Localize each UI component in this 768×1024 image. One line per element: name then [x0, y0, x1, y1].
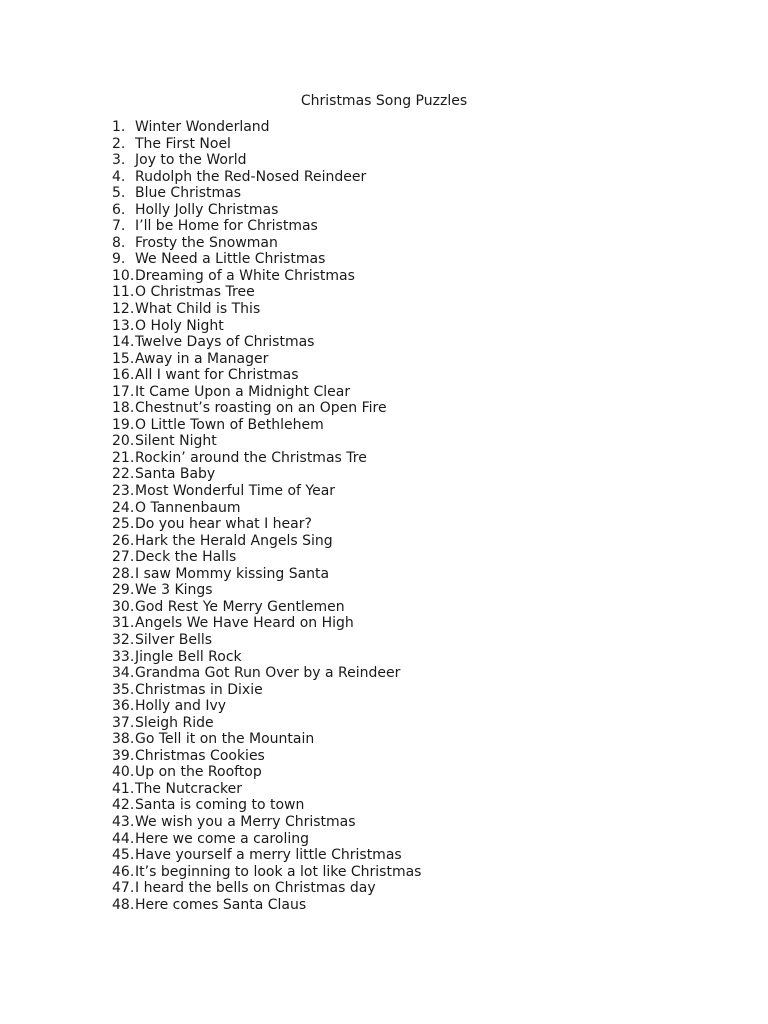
- song-number: 44.: [112, 830, 135, 847]
- list-item: [112, 268, 421, 285]
- list-item: [112, 500, 421, 517]
- song-number: 1.: [112, 119, 126, 135]
- song-title: God Rest Ye Merry Gentlemen: [135, 598, 345, 615]
- song-number: 41.: [112, 780, 135, 797]
- list-item: [112, 549, 421, 566]
- song-title: Silent Night: [135, 433, 217, 450]
- song-title: Here comes Santa Claus: [135, 896, 307, 913]
- song-number: 48.: [112, 896, 135, 913]
- song-number: 5.: [112, 185, 126, 202]
- song-title: Santa is coming to town: [135, 797, 305, 814]
- song-title: Have yourself a merry little Christmas: [135, 847, 402, 864]
- song-number: 7.: [112, 218, 126, 235]
- song-number: 10.: [112, 267, 135, 284]
- list-item: [112, 533, 421, 550]
- song-title: The First Noel: [135, 135, 231, 152]
- song-number: 34.: [112, 665, 135, 682]
- song-title: It Came Upon a Midnight Clear: [135, 383, 351, 400]
- song-number: 47.: [112, 880, 135, 897]
- list-item: [112, 797, 421, 814]
- song-number: 37.: [112, 714, 135, 731]
- list-item: [112, 649, 421, 666]
- song-number: 45.: [112, 847, 135, 864]
- list-item: [112, 897, 421, 914]
- list-item: [112, 351, 421, 368]
- song-number: 36.: [112, 698, 135, 715]
- song-number: 30.: [112, 598, 135, 615]
- song-title: Do you hear what I hear?: [135, 516, 312, 533]
- song-number: 19.: [112, 416, 135, 433]
- song-title: I heard the bells on Christmas day: [135, 880, 376, 897]
- song-title: O Holy Night: [135, 317, 224, 334]
- song-number: 18.: [112, 400, 135, 417]
- list-item: [112, 781, 421, 798]
- song-title: Blue Christmas: [135, 185, 242, 202]
- song-number: 21.: [112, 449, 135, 466]
- song-number: 40.: [112, 764, 135, 781]
- list-item: [112, 698, 421, 715]
- song-title: Hark the Herald Angels Sing: [135, 532, 333, 549]
- list-item: [112, 318, 421, 335]
- song-title: Winter Wonderland: [135, 119, 270, 135]
- list-item: [112, 847, 421, 864]
- song-title: Sleigh Ride: [135, 714, 214, 731]
- list-item: [112, 400, 421, 417]
- song-title: We Need a Little Christmas: [135, 251, 326, 268]
- song-number: 25.: [112, 516, 135, 533]
- list-item: [112, 582, 421, 599]
- song-number: 43.: [112, 813, 135, 830]
- song-number: 14.: [112, 334, 135, 351]
- song-number: 46.: [112, 863, 135, 880]
- song-number: 15.: [112, 350, 135, 367]
- song-title: Chestnut’s roasting on an Open Fire: [135, 400, 387, 417]
- list-item: [112, 202, 421, 219]
- song-title: Jingle Bell Rock: [135, 648, 242, 665]
- list-item: [112, 152, 421, 169]
- list-item: [112, 599, 421, 616]
- song-number: 11.: [112, 284, 135, 301]
- song-number: 23.: [112, 483, 135, 500]
- song-title: It’s beginning to look a lot like Christmas: [135, 863, 422, 880]
- list-item: [112, 185, 421, 202]
- list-item: [112, 384, 421, 401]
- song-number: 39.: [112, 747, 135, 764]
- song-title: Rudolph the Red-Nosed Reindeer: [135, 168, 367, 185]
- song-title: Deck the Halls: [135, 549, 237, 566]
- list-item: [112, 632, 421, 649]
- list-item: [112, 417, 421, 434]
- list-item: [112, 483, 421, 500]
- song-number: 38.: [112, 731, 135, 748]
- list-item: [112, 566, 421, 583]
- list-item: [112, 466, 421, 483]
- list-item: [112, 731, 421, 748]
- song-number: 3.: [112, 152, 126, 169]
- song-title: Holly and Ivy: [135, 698, 227, 715]
- song-title: Most Wonderful Time of Year: [135, 483, 336, 500]
- song-number: 6.: [112, 201, 126, 218]
- list-item: [112, 433, 421, 450]
- list-item: [112, 119, 421, 136]
- list-item: [112, 615, 421, 632]
- list-item: [112, 831, 421, 848]
- song-title: Santa Baby: [135, 466, 216, 483]
- song-title: Holly Jolly Christmas: [135, 201, 279, 218]
- song-number: 33.: [112, 648, 135, 665]
- song-number: 28.: [112, 565, 135, 582]
- list-item: [112, 251, 421, 268]
- list-item: [112, 764, 421, 781]
- song-title: Rockin’ around the Christmas Tre: [135, 449, 367, 466]
- list-item: [112, 864, 421, 881]
- list-item: [112, 301, 421, 318]
- song-title: The Nutcracker: [135, 780, 243, 797]
- song-number: 42.: [112, 797, 135, 814]
- list-item: [112, 880, 421, 897]
- list-item: [112, 169, 421, 186]
- song-title: O Little Town of Bethlehem: [135, 416, 324, 433]
- list-item: [112, 218, 421, 235]
- song-list: [112, 119, 421, 913]
- song-number: 32.: [112, 631, 135, 648]
- list-item: [112, 682, 421, 699]
- song-number: 22.: [112, 466, 135, 483]
- song-title: Dreaming of a White Christmas: [135, 267, 355, 284]
- song-title: Go Tell it on the Mountain: [135, 731, 315, 748]
- song-title: I’ll be Home for Christmas: [135, 218, 318, 235]
- song-title: Away in a Manager: [135, 350, 269, 367]
- song-title: Angels We Have Heard on High: [135, 615, 354, 632]
- song-number: 4.: [112, 168, 126, 185]
- song-title: Christmas in Dixie: [135, 681, 263, 698]
- song-number: 8.: [112, 234, 126, 251]
- song-title: O Christmas Tree: [135, 284, 255, 301]
- song-title: Frosty the Snowman: [135, 234, 278, 251]
- song-number: 17.: [112, 383, 135, 400]
- song-title: Christmas Cookies: [135, 747, 265, 764]
- song-number: 9.: [112, 251, 126, 268]
- song-number: 16.: [112, 367, 135, 384]
- list-item: [112, 516, 421, 533]
- song-title: O Tannenbaum: [135, 499, 241, 516]
- song-number: 2.: [112, 135, 126, 152]
- list-item: [112, 367, 421, 384]
- list-item: [112, 136, 421, 153]
- list-item: [112, 235, 421, 252]
- list-item: [112, 715, 421, 732]
- song-number: 12.: [112, 301, 135, 318]
- list-item: [112, 748, 421, 765]
- list-item: [112, 665, 421, 682]
- song-number: 24.: [112, 499, 135, 516]
- song-title: Joy to the World: [135, 152, 247, 169]
- list-item: [112, 334, 421, 351]
- song-title: What Child is This: [135, 301, 261, 318]
- song-number: 26.: [112, 532, 135, 549]
- song-number: 27.: [112, 549, 135, 566]
- list-item: [112, 814, 421, 831]
- song-title: I saw Mommy kissing Santa: [135, 565, 330, 582]
- song-number: 31.: [112, 615, 135, 632]
- list-item: [112, 284, 421, 301]
- song-number: 13.: [112, 317, 135, 334]
- song-number: 20.: [112, 433, 135, 450]
- song-title: Grandma Got Run Over by a Reindeer: [135, 665, 401, 682]
- song-title: We wish you a Merry Christmas: [135, 813, 356, 830]
- song-title: Twelve Days of Christmas: [135, 334, 315, 351]
- list-item: [112, 450, 421, 467]
- song-title: Silver Bells: [135, 631, 213, 648]
- song-number: 29.: [112, 582, 135, 599]
- song-title: Up on the Rooftop: [135, 764, 262, 781]
- song-title: We 3 Kings: [135, 582, 213, 599]
- song-number: 35.: [112, 681, 135, 698]
- document-title: Christmas Song Puzzles: [300, 93, 468, 109]
- song-title: All I want for Christmas: [135, 367, 299, 384]
- song-title: Here we come a caroling: [135, 830, 309, 847]
